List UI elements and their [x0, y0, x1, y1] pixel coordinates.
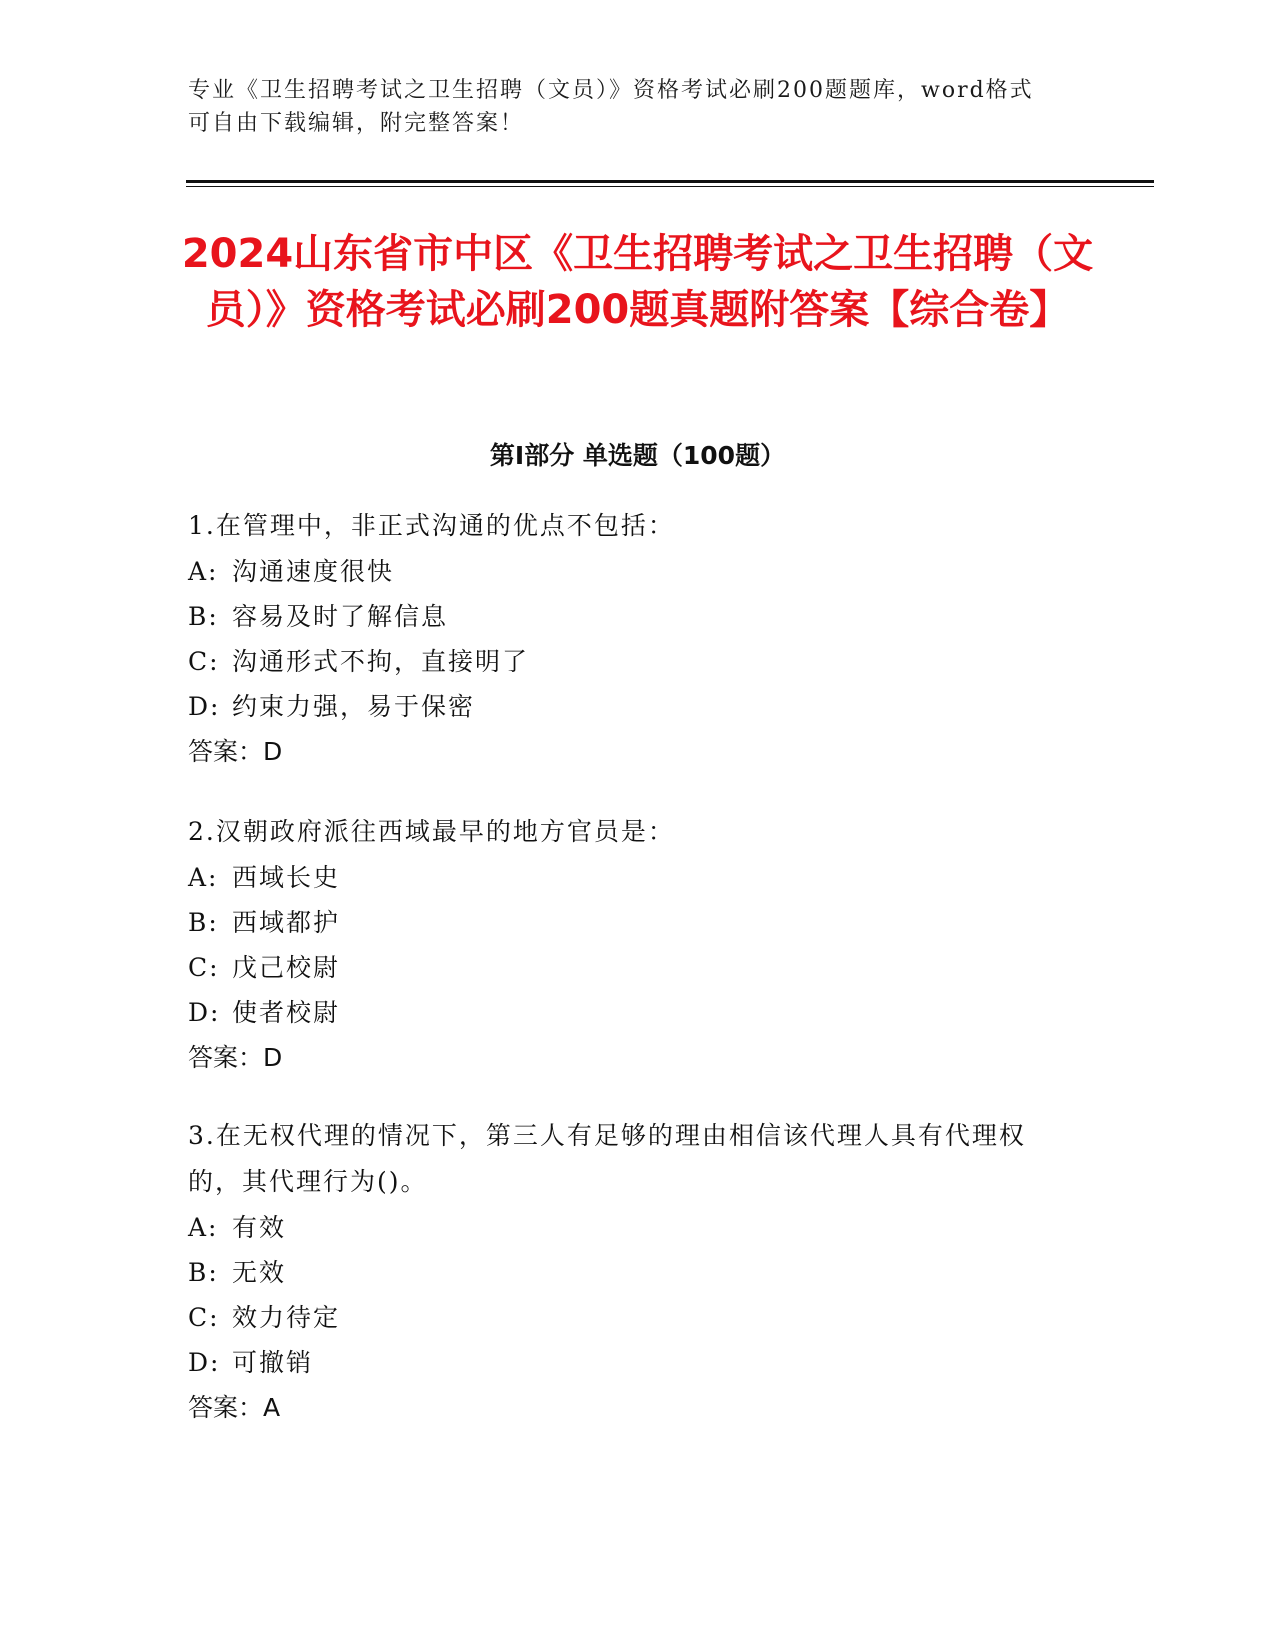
option-key: C: — [188, 953, 220, 982]
option-text: 西域都护 — [232, 908, 341, 937]
question-1 — [188, 503, 1068, 774]
option-key: A: — [188, 863, 219, 892]
option-text: 容易及时了解信息 — [232, 602, 449, 631]
question-stem: 2.汉朝政府派往西域最早的地方官员是： — [188, 817, 675, 846]
option-d — [188, 990, 1068, 1035]
option-text: 西域长史 — [232, 863, 341, 892]
option-text: 约束力强，易于保密 — [232, 692, 476, 721]
option-text: 沟通形式不拘，直接明了 — [232, 647, 530, 676]
option-key: D: — [188, 1348, 221, 1377]
option-text: 使者校尉 — [232, 998, 341, 1027]
header-note-line-2: 可自由下载编辑，附完整答案！ — [188, 111, 525, 136]
section-title: 第Ⅰ部分 单选题（100题） — [489, 441, 786, 470]
option-c — [188, 1295, 1068, 1340]
option-key: B: — [188, 908, 219, 937]
option-a — [188, 855, 1068, 900]
option-b — [188, 900, 1068, 945]
option-key: B: — [188, 602, 219, 631]
header-note-line-1: 专业《卫生招聘考试之卫生招聘（文员）》资格考试必刷200题题库，word格式 — [188, 78, 1034, 103]
option-d — [188, 1340, 1068, 1385]
option-text: 有效 — [232, 1213, 287, 1242]
option-a — [188, 1205, 1068, 1250]
header-note — [188, 74, 1088, 140]
option-b — [188, 594, 1068, 639]
option-text: 无效 — [232, 1258, 287, 1287]
option-key: A: — [188, 1213, 219, 1242]
option-key: A: — [188, 557, 219, 586]
option-d — [188, 684, 1068, 729]
option-key: C: — [188, 1303, 220, 1332]
option-text: 戊己校尉 — [232, 953, 341, 982]
option-a — [188, 549, 1068, 594]
answer-line: 答案：A — [188, 1393, 281, 1422]
option-text: 效力待定 — [232, 1303, 341, 1332]
option-text: 沟通速度很快 — [232, 557, 395, 586]
answer-line: 答案：D — [188, 737, 283, 766]
option-key: D: — [188, 692, 221, 721]
option-key: D: — [188, 998, 221, 1027]
header-divider-thick — [186, 180, 1154, 183]
option-c — [188, 945, 1068, 990]
option-text: 可撤销 — [232, 1348, 314, 1377]
question-3 — [188, 1113, 1068, 1430]
answer-line: 答案：D — [188, 1043, 283, 1072]
option-key: B: — [188, 1258, 219, 1287]
question-stem: 1.在管理中，非正式沟通的优点不包括： — [188, 511, 675, 540]
option-c — [188, 639, 1068, 684]
question-stem: 3.在无权代理的情况下，第三人有足够的理由相信该代理人具有代理权的，其代理行为()。 — [188, 1121, 1026, 1196]
question-2 — [188, 809, 1068, 1080]
document-title: 2024山东省市中区《卫生招聘考试之卫生招聘（文员）》资格考试必刷200题真题附答案【综合卷】 — [181, 231, 1094, 333]
option-key: C: — [188, 647, 220, 676]
option-b — [188, 1250, 1068, 1295]
header-divider-thin — [186, 186, 1154, 187]
